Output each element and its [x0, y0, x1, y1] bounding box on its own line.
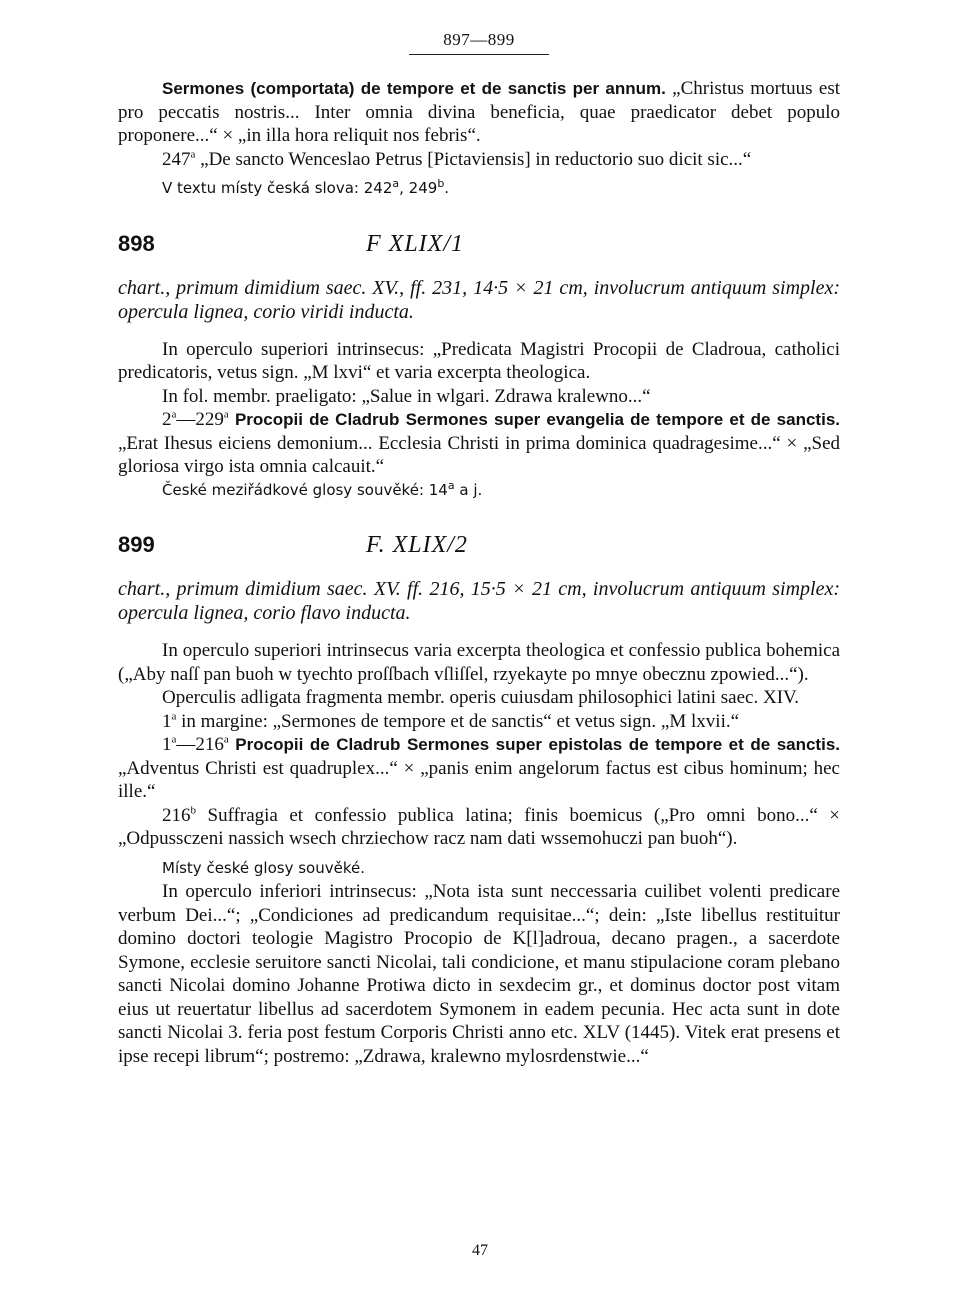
- entry-898-description: chart., primum dimidium saec. XV., ff. 231, 14·5 × 21 cm, involucrum antiquum simplex: opercula lignea, corio viridi inducta.: [118, 276, 840, 323]
- entry-897-heading: Sermones (comportata) de tempore et de sanctis per annum.: [162, 79, 666, 98]
- entry-number: 898: [118, 230, 155, 256]
- note-sup: b: [437, 177, 445, 190]
- entry-897-note: [118, 177, 840, 201]
- entry-899-description: chart., primum dimidium saec. XV. ff. 216, 15·5 × 21 cm, involucrum antiquum simplex: opercula lignea, corio flavo inducta.: [118, 578, 840, 624]
- entry-899-paragraph-1: In operculo superiori intrinsecus varia excerpta theologica et confessio publica bohemica („Aby naſſ pan buoh w tyechto proſſbach vſliſſel, rzyekayte po mnye obecznu zpowied...“).: [118, 640, 840, 685]
- note-text: V textu místy česká slova: 242: [162, 179, 393, 197]
- entry-899-paragraph-4: [118, 733, 840, 804]
- folio-ref: 1: [162, 710, 172, 732]
- note-text: České meziřádkové glosy souvěké: 14: [162, 480, 448, 499]
- entry-number: 899: [118, 532, 155, 557]
- entry-899-paragraph-6: In operculo inferiori intrinsecus: „Nota ista sunt neccessaria cuilibet volenti predicare verbum Dei...“; „Condiciones ad predicandum requisitae...“; dein: „Iste libellus restituitur domino doctori teologie Magistro Procopio de K[l]adroua, decano pragen., a sacerdote Symone, ecclesie seruitore sancti Nicolai, tali condicione, et manu stipulacione coram plebano sancti Nicolai domino Johanne Protiwa dicto in sexdecim gr., et dominus doctor post vitam eius ut reuertatur libellus ad sacerdotem Symonem in eadem pecunia. Hec acta sunt in dote sancti Nicolai 3. feria post festum Corporis Christi anno etc. XLV (1445). Vitek erat presens et ipse recepi librum“; postremo: „Zdrawa, kralewno mylosrdenstwie...“: [118, 881, 840, 1067]
- folio-sup: a: [171, 710, 177, 723]
- entry-898-text: „Erat Ihesus eiciens demonium... Ecclesia Christi in prima dominica quadragesime...“ × „Sed gloriosa virgo ista omnia calcauit.“: [118, 432, 840, 477]
- entry-899-heading: Procopii de Cladrub Sermones super epistolas de tempore et de sanctis.: [228, 735, 840, 754]
- note-text: .: [444, 179, 450, 197]
- entry-899-text: in margine: „Sermones de tempore et de sanctis“ et vetus sign. „M lxvii.“: [176, 710, 740, 732]
- entry-899-text: „Adventus Christi est quadruplex...“ × „panis enim angelorum factus est cibus hominum; hec ille.“: [118, 757, 840, 802]
- entry-899-text: Suffragia et confessio publica latina; finis boemicus („Pro omni bono...“ × „Odpussczeni nassich wsech chrziechow racz nam dati wssemohuczi pan buoh“).: [118, 804, 840, 849]
- folio-sup: a: [171, 733, 177, 746]
- folio-ref: 1: [162, 734, 172, 755]
- note-sup: a: [447, 478, 455, 492]
- page-body: [118, 30, 840, 1068]
- running-head: 897—899: [443, 30, 515, 49]
- folio-sup: a: [171, 408, 177, 421]
- shelfmark: F. XLIX/2: [366, 532, 468, 558]
- folio-sup: a: [223, 408, 229, 421]
- folio-ref: 216: [162, 804, 191, 826]
- running-head-rule: [409, 54, 549, 55]
- folio-ref: 2: [162, 409, 172, 430]
- entry-899-note: Místy české glosy souvěké.: [162, 858, 365, 877]
- entry-898-note: [118, 479, 840, 503]
- folio-ref: —216: [176, 734, 224, 755]
- entry-898-paragraph-3: [118, 408, 840, 479]
- folio-sup: a: [190, 148, 196, 161]
- folio-sup: a: [223, 733, 229, 746]
- folio-ref: 247: [162, 148, 191, 170]
- folio-sup: b: [190, 804, 196, 817]
- note-sup: a: [392, 177, 400, 190]
- shelfmark: F XLIX/1: [366, 230, 464, 257]
- entry-898-header: [118, 231, 840, 258]
- entry-899-paragraph-2: Operculis adligata fragmenta membr. operis cuiusdam philosophici latini saec. XIV.: [162, 687, 800, 708]
- page-number: 47: [472, 1242, 488, 1259]
- entry-898-paragraph-1: In operculo superiori intrinsecus: „Predicata Magistri Procopii de Cladroua, catholici predicatoris, vetus sign. „M lxvi“ et varia excerpta theologica.: [118, 338, 840, 383]
- entry-898-heading: Procopii de Cladrub Sermones super evangelia de tempore et de sanctis.: [228, 410, 840, 429]
- entry-897-paragraph-2: [118, 148, 840, 172]
- entry-898-paragraph-2: In fol. membr. praeligato: „Salue in wlgari. Zdrawa kralewno...“: [162, 385, 651, 407]
- entry-897-text: „Christus mortuus est pro peccatis nostris... Inter omnia divina beneficia, quae praedicator debet populo proponere...“ × „in illa hora reliquit nos febris“.: [118, 78, 841, 146]
- note-text: a j.: [454, 480, 483, 499]
- note-text: , 249: [399, 179, 438, 197]
- entry-899-header: [118, 532, 840, 559]
- entry-897-text-2: „De sancto Wenceslao Petrus [Pictaviensis] in reductorio suo dicit sic...“: [195, 148, 752, 170]
- entry-899-paragraph-5: [118, 804, 840, 851]
- folio-ref: —229: [176, 409, 224, 430]
- entry-897-paragraph-1: [118, 77, 840, 148]
- entry-899-paragraph-3: [118, 710, 840, 734]
